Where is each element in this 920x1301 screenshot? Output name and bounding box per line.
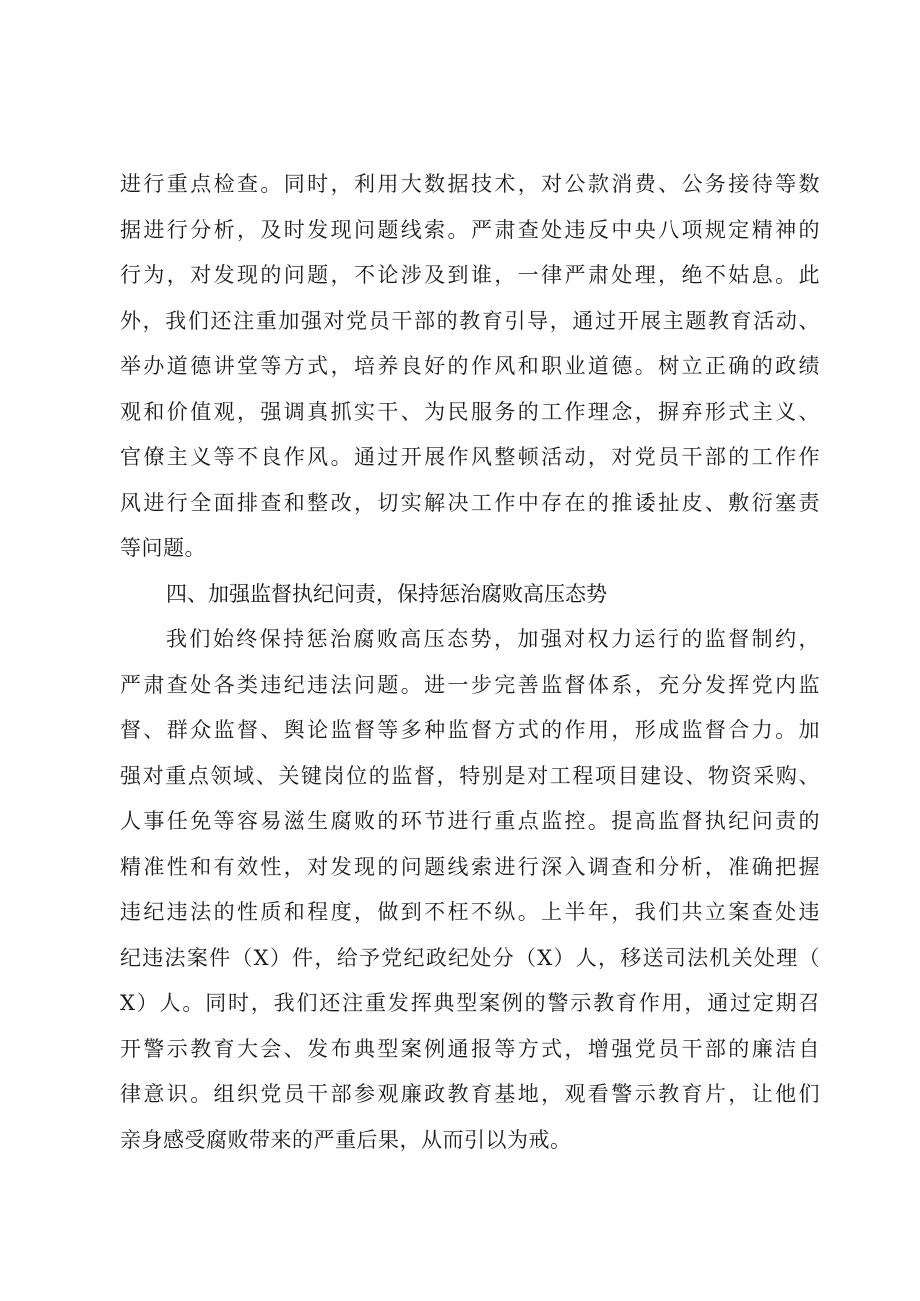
paragraph-section-4: [120, 617, 820, 1163]
document-body: [120, 162, 820, 1163]
text-line: 进行重点检查。同时，利用大数据技术，对公款消费、公务接待等数: [120, 172, 820, 196]
text-line: 强对重点领域、关键岗位的监督，特别是对工程项目建设、物资采购、: [120, 763, 820, 788]
text-line: 据进行分析，及时发现问题线索。严肃查处违反中央八项规定精神的: [120, 217, 820, 242]
text-line: 纪违法案件（X）件，给予党纪政纪处分（X）人，移送司法机关处理（: [120, 945, 820, 970]
paragraph-continued: [120, 162, 820, 572]
text-line: 督、群众监督、舆论监督等多种监督方式的作用，形成监督合力。加: [120, 718, 820, 742]
text-line: 我们始终保持惩治腐败高压态势，加强对权力运行的监督制约，: [166, 627, 820, 651]
text-line: 举办道德讲堂等方式，培养良好的作风和职业道德。树立正确的政绩: [120, 354, 820, 378]
text-line: 违纪违法的性质和程度，做到不枉不纵。上半年，我们共立案查处违: [120, 900, 820, 924]
text-line: 亲身感受腐败带来的严重后果，从而引以为戒。: [120, 1127, 572, 1152]
text-line: 行为，对发现的问题，不论涉及到谁，一律严肃处理，绝不姑息。此: [120, 263, 820, 287]
text-line: 等问题。: [120, 536, 206, 560]
text-line: 观和价值观，强调真抓实干、为民服务的工作理念，摒弃形式主义、: [120, 399, 820, 424]
section-heading: 四、加强监督执纪问责，保持惩治腐败高压态势: [166, 581, 607, 606]
text-line: 精准性和有效性，对发现的问题线索进行深入调查和分析，准确把握: [120, 854, 820, 879]
text-line: 律意识。组织党员干部参观廉政教育基地，观看警示教育片，让他们: [120, 1082, 820, 1106]
text-line: 开警示教育大会、发布典型案例通报等方式，增强党员干部的廉洁自: [120, 1036, 820, 1061]
text-line: 严肃查处各类违纪违法问题。进一步完善监督体系，充分发挥党内监: [120, 672, 820, 697]
text-line: 人事任免等容易滋生腐败的环节进行重点监控。提高监督执纪问责的: [120, 809, 820, 833]
text-line: 风进行全面排查和整改，切实解决工作中存在的推诿扯皮、敷衍塞责: [120, 490, 820, 515]
text-line: 外，我们还注重加强对党员干部的教育引导，通过开展主题教育活动、: [120, 308, 820, 333]
text-line: X）人。同时，我们还注重发挥典型案例的警示教育作用，通过定期召: [120, 991, 820, 1015]
text-line: 官僚主义等不良作风。通过开展作风整顿活动，对党员干部的工作作: [120, 445, 820, 469]
